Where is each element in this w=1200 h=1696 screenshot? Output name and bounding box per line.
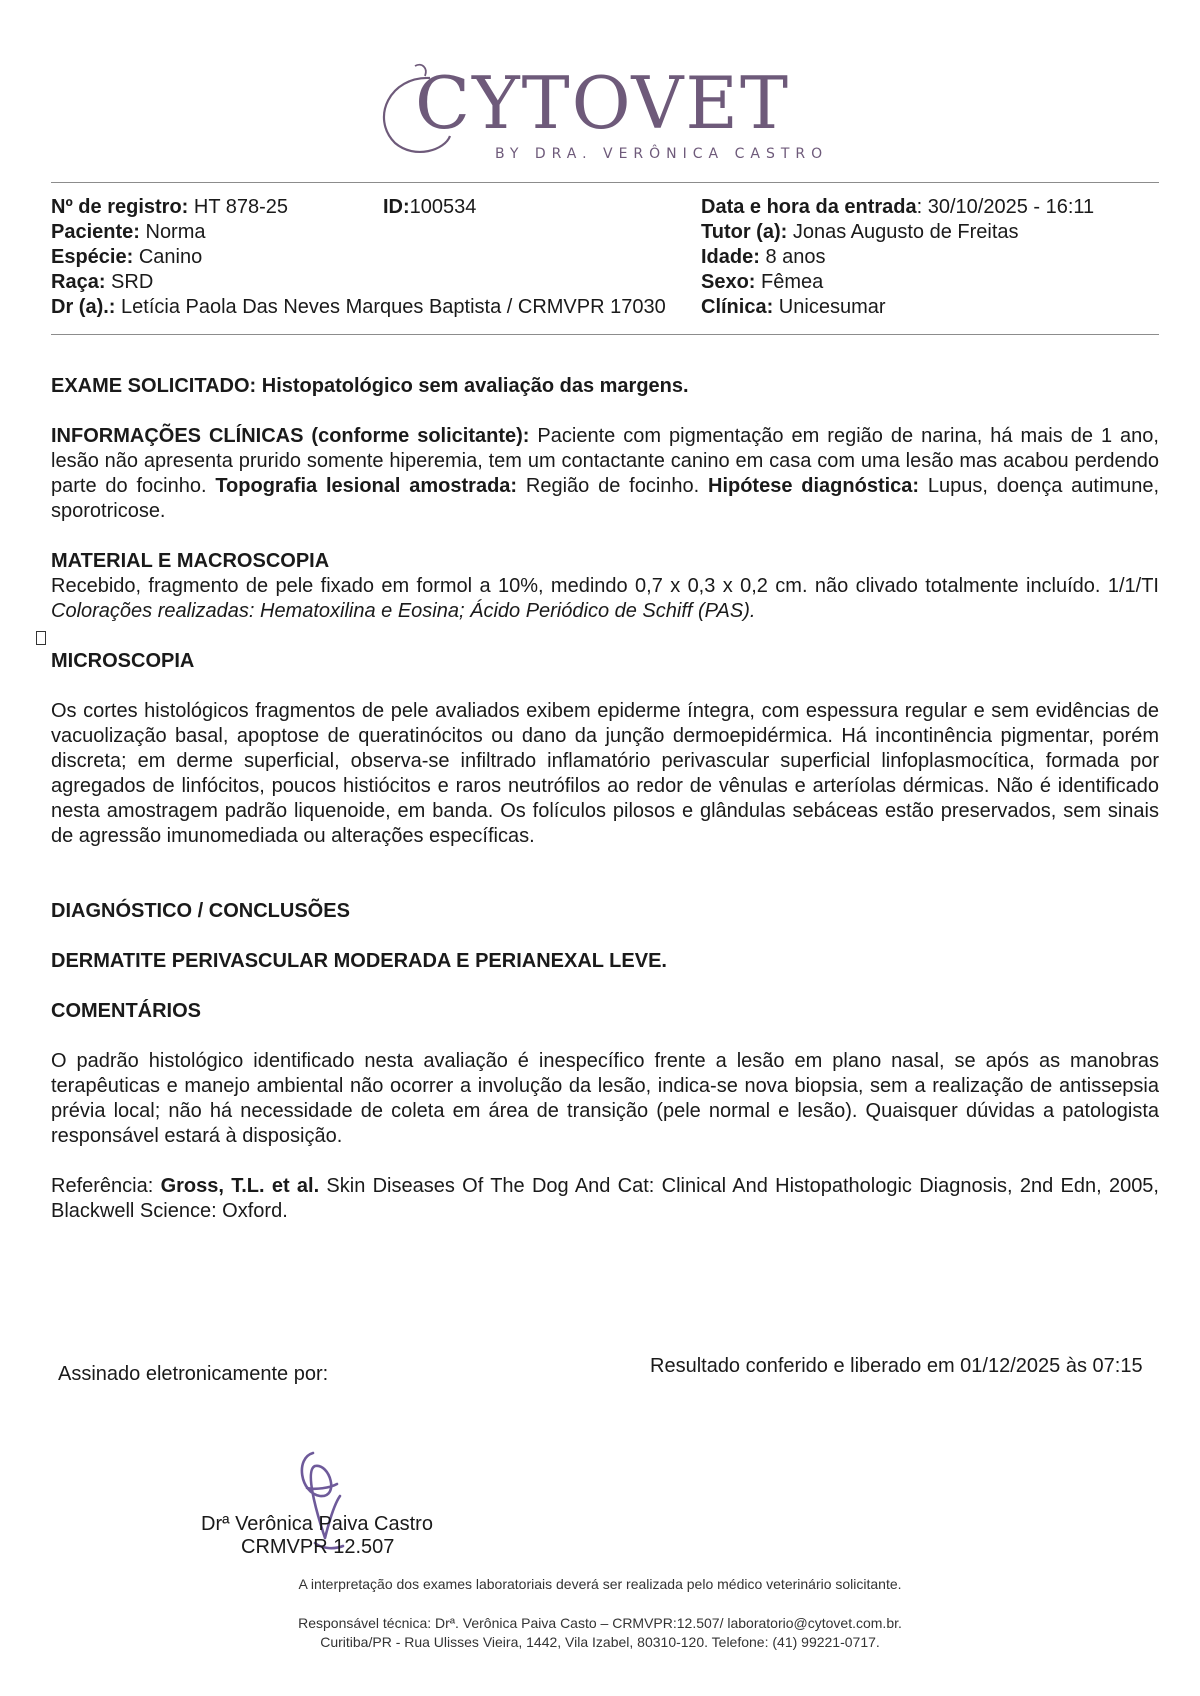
entrada-field <box>701 195 1094 220</box>
referencia-text: Skin Diseases Of The Dog And Cat: Clinical And Histopathologic Diagnosis, 2nd Edn, 2005, Blackwell Science: Oxford. <box>51 1175 1159 1222</box>
logo-tagline: BY DRA. VERÔNICA CASTRO <box>495 146 829 162</box>
paciente-label: Paciente: <box>51 221 140 243</box>
registro-value: HT 878-25 <box>188 196 289 218</box>
material-text <box>51 574 1159 624</box>
tutor-field <box>701 220 1019 245</box>
clinica-label: Clínica: <box>701 296 774 318</box>
referencia-author: Gross, T.L. et al. <box>160 1175 320 1197</box>
microscopia-text: Os cortes histológicos fragmentos de pele avaliados exibem epiderme íntegra, com espessura regular e sem evidências de vacuolização basal, apoptose de queratinócitos ou dano da junção dermoepidérmica. Há incontinência pigmentar, porém discreta; em derme superficial, observa-se infiltrado inflamatório perivascular superficial linfoplasmocítica, formada por agregados de linfócitos, poucos histiócitos e raros neutrófilos ao redor de vênulas e arteríolas dérmicas. Não é identificado nesta amostragem padrão liquenoide, em banda. Os folículos pilosos e glândulas sebáceas estão preservados, sem sinais de agressão imunomediada ou alterações específicas. <box>51 700 1159 847</box>
diagnostico-text: DERMATITE PERIVASCULAR MODERADA E PERIANEXAL LEVE. <box>51 950 667 972</box>
footer-endereco: Curitiba/PR - Rua Ulisses Vieira, 1442, Vila Izabel, 80310-120. Telefone: (41) 99221-0717. <box>320 1634 880 1650</box>
material-heading: MATERIAL E MACROSCOPIA <box>51 550 330 572</box>
sexo-label: Sexo: <box>701 271 756 293</box>
dr-value: Letícia Paola Das Neves Marques Baptista / CRMVPR 17030 <box>115 296 666 318</box>
idade-field <box>701 245 826 270</box>
paciente-value: Norma <box>139 221 206 243</box>
registro-field <box>51 195 288 220</box>
raca-field <box>51 270 153 295</box>
registro-label: Nº de registro: <box>51 196 189 218</box>
topografia-label: Topografia lesional amostrada: <box>215 475 518 497</box>
sexo-field <box>701 270 823 295</box>
info-label: INFORMAÇÕES CLÍNICAS (conforme solicitante): <box>51 425 530 447</box>
especie-field <box>51 245 202 270</box>
idade-label: Idade: <box>701 246 760 268</box>
logo-wordmark: CYTOVET <box>415 61 790 145</box>
assinado-text: Assinado eletronicamente por: <box>58 1363 329 1385</box>
header-bottom-rule <box>51 334 1159 335</box>
informacoes-clinicas <box>51 424 1159 524</box>
signer-name: Drª Verônica Paiva Castro <box>201 1513 433 1535</box>
empty-checkbox-glyph <box>36 631 46 645</box>
idade-value: 8 anos <box>759 246 826 268</box>
especie-value: Canino <box>133 246 203 268</box>
especie-label: Espécie: <box>51 246 134 268</box>
cytovet-logo <box>370 58 850 168</box>
entrada-label: Data e hora da entrada <box>701 196 917 218</box>
clinica-field <box>701 295 886 320</box>
entrada-value: : 30/10/2025 - 16:11 <box>916 196 1095 218</box>
clinica-value: Unicesumar <box>773 296 886 318</box>
exame-label: EXAME SOLICITADO: <box>51 375 262 397</box>
signer-crmv: CRMVPR 12.507 <box>241 1536 395 1558</box>
coloracoes-text: Colorações realizadas: Hematoxilina e Eosina; Ácido Periódico de Schiff (PAS). <box>51 600 756 622</box>
tutor-value: Jonas Augusto de Freitas <box>787 221 1019 243</box>
tutor-label: Tutor (a): <box>701 221 788 243</box>
material-body: Recebido, fragmento de pele fixado em formol a 10%, medindo 0,7 x 0,3 x 0,2 cm. não clivado totalmente incluído. 1/1/TI <box>51 575 1159 597</box>
exame-value: Histopatológico sem avaliação das margens. <box>261 375 689 397</box>
raca-label: Raça: <box>51 271 106 293</box>
microscopia-heading: MICROSCOPIA <box>51 650 195 672</box>
hipotese-label: Hipótese diagnóstica: <box>708 475 920 497</box>
exame-solicitado <box>51 374 1159 399</box>
resultado-text: Resultado conferido e liberado em 01/12/2025 às 07:15 <box>650 1355 1143 1377</box>
paciente-field <box>51 220 206 245</box>
comentarios-text: O padrão histológico identificado nesta avaliação é inespecífico frente a lesão em plano nasal, se após as manobras terapêuticas e manejo ambiental não ocorrer a involução da lesão, indica-se nova biopsia, sem a realização de antissepsia prévia local; não há necessidade de coleta em área de transição (pele normal e lesão). Quaisquer dúvidas a patologista responsável estará à disposição. <box>51 1050 1159 1147</box>
hipotese-value: Lupus, doença autimune, sporotricose. <box>51 475 1160 522</box>
info-text: Paciente com pigmentação em região de narina, há mais de 1 ano, lesão não apresenta prurido somente hiperemia, tem um contactante canino em casa com uma lesão mas acabou perdendo parte do focinho. <box>51 425 1159 497</box>
comentarios-heading: COMENTÁRIOS <box>51 1000 201 1022</box>
referencia-label: Referência: <box>51 1175 161 1197</box>
raca-value: SRD <box>105 271 154 293</box>
cytovet-logo-graphic <box>370 58 850 168</box>
id-field <box>383 195 476 220</box>
id-value: 100534 <box>409 196 477 218</box>
dr-field <box>51 295 666 320</box>
diagnostico-heading: DIAGNÓSTICO / CONCLUSÕES <box>51 900 350 922</box>
topografia-value: Região de focinho. <box>517 475 708 497</box>
footer-responsavel: Responsável técnica: Drª. Verônica Paiva Casto – CRMVPR:12.507/ laboratorio@cytovet.com.br. <box>298 1615 902 1631</box>
referencia <box>51 1174 1159 1224</box>
header-top-rule <box>51 182 1159 183</box>
footer-disclaimer: A interpretação dos exames laboratoriais deverá ser realizada pelo médico veterinário solicitante. <box>298 1576 902 1592</box>
id-label: ID: <box>383 196 410 218</box>
dr-label: Dr (a).: <box>51 296 116 318</box>
sexo-value: Fêmea <box>755 271 824 293</box>
